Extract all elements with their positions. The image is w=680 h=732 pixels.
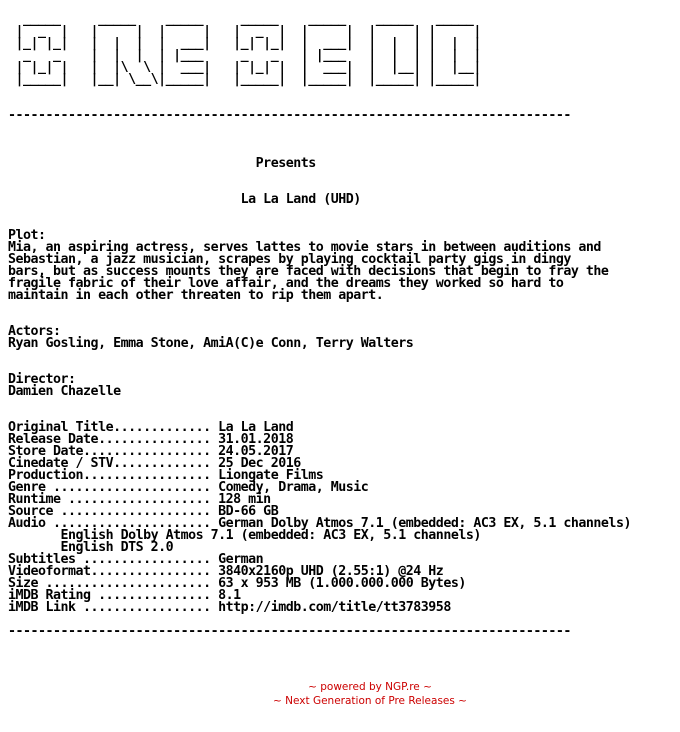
ngp-tagline: ~ Next Generation of Pre Releases ~ xyxy=(273,695,467,707)
nfo-text: _____ _____ _____ _____ _____ _____ _____ | _ | | | | | | _ | | | | | | | |_| |_| | | | | ___| |_| |_| | ___| | | | | | | _ _ | | | | |___ _ _ | |___ | | | | | | | |_| | | |\ \ | ___| | |_| | | ___| | |__| | |__| |_____| |__| \__\|_____| |_____| |_____| |_____| |_____| --------------------------------------------------------------------------- Presents La La Land (UHD) Plot: Mia, an aspiring actress, serves lattes to movie stars in between auditions and Sebastian, a jazz musician, scrapes by playing cocktail party gigs in dingy bars, but as success mounts they are faced with decisions that begin to fray the fragile fabric of their love affair, and the dreams they worked so hard to maintain in each other threaten to rip them apart. Actors: Ryan Gosling, Emma Stone, AmiA(C)e Conn, Terry Walters Director: Damien Chazelle Original Title............. La La Land Release Date............... 31.01.2018 Store Date................. 24.05.2017 Cinedate / STV............. 25 Dec 2016 Production................. Liongate Films Genre ..................... Comedy, Drama, Music Runtime ................... 128 min Source .................... BD-66 GB Audio ..................... German Dolby Atmos 7.1 (embedded: AC3 EX, 5.1 channels) English Dolby Atmos 7.1 (embedded: AC3 EX, 5.1 channels) English DTS 2.0 Subtitles ................. German Videoformat................ 3840x2160p UHD (2.55:1) @24 Hz Size ...................... 63 x 953 MB (1.000.000.000 Bytes) iMDB Rating ............... 8.1 iMDB Link ................. http://imdb.com/title/tt3783958 --------------------------------------------------------------------------- xyxy=(8,12,631,639)
powered-by-credit: ~ powered by NGP.re ~ xyxy=(308,681,432,693)
